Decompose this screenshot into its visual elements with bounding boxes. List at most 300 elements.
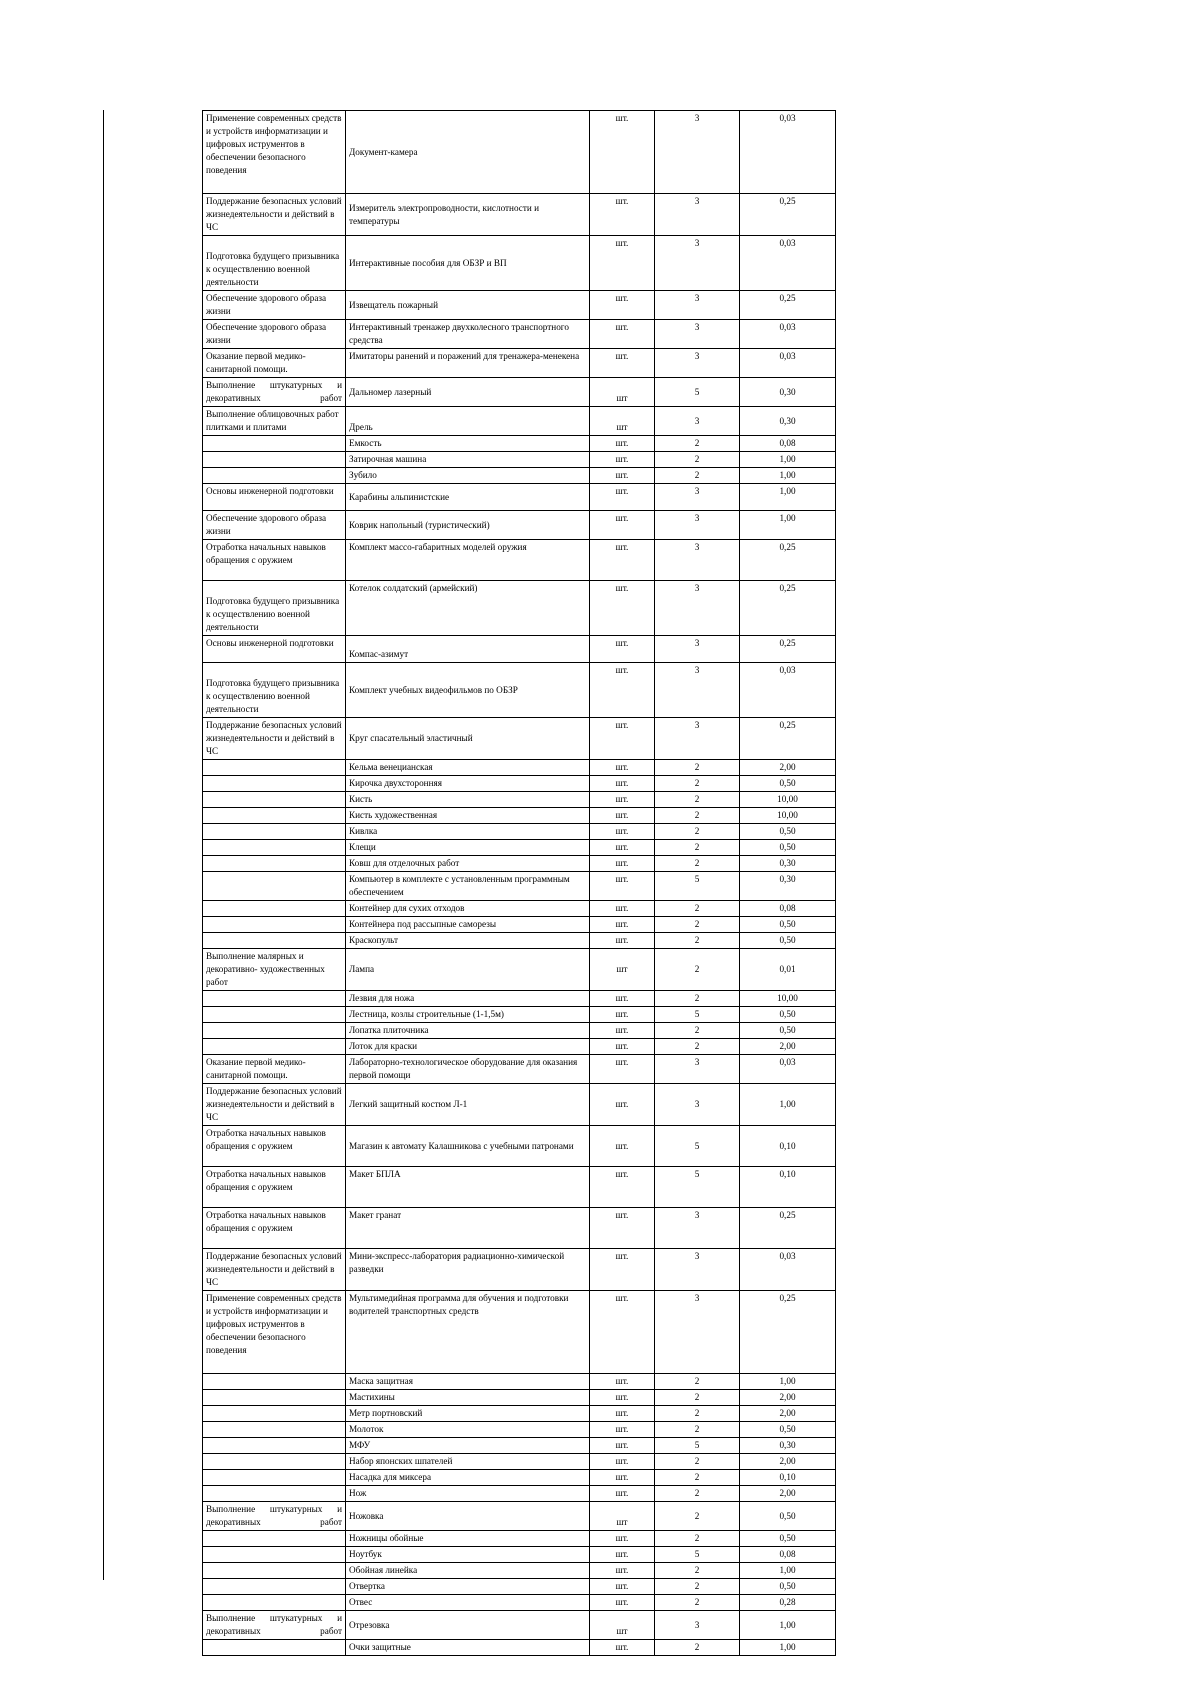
section-cell: Выполнение малярных и декоративно- художественных работ [203, 949, 346, 991]
value-cell: 10,00 [740, 991, 836, 1007]
section-cell: Выполнение облицовочных работ плитками и плитами [203, 407, 346, 436]
table-row [203, 872, 836, 901]
item-name-cell: Очки защитные [346, 1640, 590, 1656]
value-cell: 0,50 [740, 917, 836, 933]
table-row [203, 824, 836, 840]
table-row [203, 1547, 836, 1563]
table-row [203, 991, 836, 1007]
value-cell: 1,00 [740, 1563, 836, 1579]
table-row [203, 1055, 836, 1084]
section-cell [203, 1486, 346, 1502]
unit-cell: шт. [590, 872, 655, 901]
section-cell [203, 1039, 346, 1055]
section-cell: Выполнение штукатурных и декоративных работ [203, 378, 346, 407]
value-cell: 0,30 [740, 378, 836, 407]
value-cell: 0,25 [740, 718, 836, 760]
value-cell: 0,03 [740, 663, 836, 718]
quantity-cell: 2 [655, 856, 740, 872]
item-name-cell: Компьютер в комплекте с установленным программным обеспечением [346, 872, 590, 901]
section-cell [203, 760, 346, 776]
item-name-cell: Дрель [346, 407, 590, 436]
table-row [203, 1126, 836, 1167]
value-cell: 0,03 [740, 1249, 836, 1291]
table-row [203, 1595, 836, 1611]
unit-cell: шт. [590, 663, 655, 718]
quantity-cell: 5 [655, 1547, 740, 1563]
quantity-cell: 2 [655, 1640, 740, 1656]
unit-cell: шт. [590, 1007, 655, 1023]
table-row [203, 194, 836, 236]
value-cell: 0,50 [740, 933, 836, 949]
table-row [203, 291, 836, 320]
value-cell: 0,30 [740, 872, 836, 901]
item-name-cell: Затирочная машина [346, 452, 590, 468]
table-row [203, 808, 836, 824]
unit-cell: шт. [590, 1547, 655, 1563]
unit-cell: шт. [590, 1374, 655, 1390]
value-cell: 0,03 [740, 236, 836, 291]
table-row [203, 1470, 836, 1486]
item-name-cell: МФУ [346, 1438, 590, 1454]
table-row [203, 1640, 836, 1656]
section-cell [203, 1595, 346, 1611]
table-row [203, 1208, 836, 1249]
unit-cell: шт. [590, 1640, 655, 1656]
quantity-cell: 2 [655, 792, 740, 808]
item-name-cell: Измеритель электропроводности, кислотности и температуры [346, 194, 590, 236]
item-name-cell: Кивлка [346, 824, 590, 840]
quantity-cell: 3 [655, 320, 740, 349]
table-row [203, 320, 836, 349]
section-cell: Поддержание безопасных условий жизнедеятельности и действий в ЧС [203, 194, 346, 236]
table-row [203, 663, 836, 718]
section-cell: Оказание первой медико-санитарной помощи. [203, 349, 346, 378]
value-cell: 2,00 [740, 1390, 836, 1406]
unit-cell: шт. [590, 1486, 655, 1502]
value-cell: 0,03 [740, 320, 836, 349]
item-name-cell: Клещи [346, 840, 590, 856]
value-cell: 0,30 [740, 1438, 836, 1454]
value-cell: 0,50 [740, 1023, 836, 1039]
quantity-cell: 5 [655, 1167, 740, 1208]
table-row [203, 1486, 836, 1502]
item-name-cell: Лампа [346, 949, 590, 991]
table-row [203, 1374, 836, 1390]
table-row [203, 636, 836, 663]
table-row [203, 1390, 836, 1406]
section-cell: Подготовка будущего призывника к осуществлению военной деятельности [203, 581, 346, 636]
section-cell [203, 1007, 346, 1023]
section-cell [203, 468, 346, 484]
table-row [203, 1611, 836, 1640]
table-row [203, 511, 836, 540]
value-cell: 1,00 [740, 1084, 836, 1126]
value-cell: 0,03 [740, 1055, 836, 1084]
quantity-cell: 5 [655, 1438, 740, 1454]
section-cell [203, 436, 346, 452]
section-cell: Подготовка будущего призывника к осуществлению военной деятельности [203, 663, 346, 718]
section-cell [203, 991, 346, 1007]
quantity-cell: 5 [655, 1007, 740, 1023]
table-row [203, 436, 836, 452]
quantity-cell: 5 [655, 378, 740, 407]
item-name-cell: Кисть художественная [346, 808, 590, 824]
unit-cell: шт. [590, 856, 655, 872]
table-row [203, 378, 836, 407]
quantity-cell: 3 [655, 111, 740, 194]
unit-cell: шт. [590, 1291, 655, 1374]
item-name-cell: Набор японских шпателей [346, 1454, 590, 1470]
table-row [203, 1291, 836, 1374]
unit-cell: шт. [590, 540, 655, 581]
item-name-cell: Интерактивные пособия для ОБЗР и ВП [346, 236, 590, 291]
unit-cell: шт. [590, 511, 655, 540]
quantity-cell: 3 [655, 407, 740, 436]
unit-cell: шт [590, 1611, 655, 1640]
unit-cell: шт. [590, 236, 655, 291]
section-cell [203, 808, 346, 824]
quantity-cell: 3 [655, 1208, 740, 1249]
value-cell: 0,25 [740, 1208, 836, 1249]
item-name-cell: Дальномер лазерный [346, 378, 590, 407]
item-name-cell: Макет БПЛА [346, 1167, 590, 1208]
table-row [203, 1084, 836, 1126]
table-row [203, 1167, 836, 1208]
quantity-cell: 2 [655, 933, 740, 949]
value-cell: 0,10 [740, 1470, 836, 1486]
item-name-cell: Документ-камера [346, 111, 590, 194]
table-row [203, 1023, 836, 1039]
table-row [203, 468, 836, 484]
table-row [203, 718, 836, 760]
equipment-table-body [203, 111, 836, 1656]
item-name-cell: Ножовка [346, 1502, 590, 1531]
table-row [203, 917, 836, 933]
value-cell: 1,00 [740, 1611, 836, 1640]
quantity-cell: 2 [655, 452, 740, 468]
quantity-cell: 3 [655, 349, 740, 378]
item-name-cell: Лоток для краски [346, 1039, 590, 1055]
unit-cell: шт. [590, 917, 655, 933]
table-row [203, 484, 836, 511]
table-row [203, 1579, 836, 1595]
table-row [203, 1039, 836, 1055]
value-cell: 0,50 [740, 1531, 836, 1547]
item-name-cell: Обойная линейка [346, 1563, 590, 1579]
unit-cell: шт. [590, 840, 655, 856]
table-row [203, 776, 836, 792]
table-row [203, 949, 836, 991]
item-name-cell: Коврик напольный (туристический) [346, 511, 590, 540]
section-cell [203, 1579, 346, 1595]
section-cell: Обеспечение здорового образа жизни [203, 320, 346, 349]
table-row [203, 540, 836, 581]
value-cell: 0,50 [740, 1007, 836, 1023]
unit-cell: шт. [590, 1055, 655, 1084]
table-row [203, 349, 836, 378]
item-name-cell: Карабины альпинистские [346, 484, 590, 511]
quantity-cell: 3 [655, 1249, 740, 1291]
quantity-cell: 3 [655, 718, 740, 760]
section-cell: Отработка начальных навыков обращения с оружием [203, 1126, 346, 1167]
unit-cell: шт. [590, 111, 655, 194]
value-cell: 0,25 [740, 1291, 836, 1374]
section-cell [203, 1470, 346, 1486]
unit-cell: шт. [590, 824, 655, 840]
section-cell [203, 792, 346, 808]
value-cell: 2,00 [740, 760, 836, 776]
section-cell [203, 1406, 346, 1422]
quantity-cell: 2 [655, 1422, 740, 1438]
section-cell [203, 901, 346, 917]
table-row [203, 236, 836, 291]
table-row [203, 792, 836, 808]
section-cell: Обеспечение здорового образа жизни [203, 291, 346, 320]
unit-cell: шт. [590, 1438, 655, 1454]
quantity-cell: 3 [655, 194, 740, 236]
value-cell: 0,08 [740, 1547, 836, 1563]
section-cell [203, 824, 346, 840]
value-cell: 1,00 [740, 1640, 836, 1656]
item-name-cell: Контейнер для сухих отходов [346, 901, 590, 917]
value-cell: 0,01 [740, 949, 836, 991]
unit-cell: шт. [590, 1390, 655, 1406]
value-cell: 2,00 [740, 1486, 836, 1502]
section-cell: Применение современных средств и устройств информатизации и цифровых иструментов в обеспечении безопасного поведения [203, 111, 346, 194]
item-name-cell: Ножницы обойные [346, 1531, 590, 1547]
section-cell [203, 872, 346, 901]
table-row [203, 1422, 836, 1438]
table-row [203, 1406, 836, 1422]
table-row [203, 407, 836, 436]
quantity-cell: 2 [655, 1023, 740, 1039]
quantity-cell: 3 [655, 291, 740, 320]
table-row [203, 1563, 836, 1579]
unit-cell: шт [590, 1502, 655, 1531]
unit-cell: шт. [590, 468, 655, 484]
quantity-cell: 2 [655, 1039, 740, 1055]
quantity-cell: 2 [655, 808, 740, 824]
unit-cell: шт. [590, 636, 655, 663]
section-cell [203, 856, 346, 872]
item-name-cell: Кирочка двухсторонняя [346, 776, 590, 792]
value-cell: 0,10 [740, 1126, 836, 1167]
table-row [203, 901, 836, 917]
value-cell: 0,25 [740, 194, 836, 236]
value-cell: 1,00 [740, 511, 836, 540]
item-name-cell: Отрезовка [346, 1611, 590, 1640]
unit-cell: шт. [590, 436, 655, 452]
quantity-cell: 3 [655, 636, 740, 663]
quantity-cell: 2 [655, 1579, 740, 1595]
unit-cell: шт. [590, 1167, 655, 1208]
unit-cell: шт. [590, 1454, 655, 1470]
value-cell: 0,25 [740, 291, 836, 320]
item-name-cell: Нож [346, 1486, 590, 1502]
section-cell: Обеспечение здорового образа жизни [203, 511, 346, 540]
item-name-cell: Маска защитная [346, 1374, 590, 1390]
quantity-cell: 3 [655, 1084, 740, 1126]
item-name-cell: Насадка для миксера [346, 1470, 590, 1486]
item-name-cell: Имитаторы ранений и поражений для тренажера-менекена [346, 349, 590, 378]
section-cell [203, 1422, 346, 1438]
section-cell [203, 1374, 346, 1390]
value-cell: 0,28 [740, 1595, 836, 1611]
quantity-cell: 2 [655, 1502, 740, 1531]
value-cell: 0,50 [740, 1579, 836, 1595]
item-name-cell: Легкий защитный костюм Л-1 [346, 1084, 590, 1126]
unit-cell: шт [590, 949, 655, 991]
quantity-cell: 3 [655, 540, 740, 581]
quantity-cell: 2 [655, 1454, 740, 1470]
value-cell: 0,08 [740, 901, 836, 917]
table-row [203, 581, 836, 636]
table-row [203, 856, 836, 872]
table-row [203, 760, 836, 776]
quantity-cell: 2 [655, 760, 740, 776]
section-cell: Выполнение штукатурных и декоративных работ [203, 1502, 346, 1531]
value-cell: 0,03 [740, 111, 836, 194]
unit-cell: шт. [590, 320, 655, 349]
value-cell: 1,00 [740, 484, 836, 511]
unit-cell: шт. [590, 1249, 655, 1291]
section-cell [203, 1023, 346, 1039]
table-row [203, 1502, 836, 1531]
left-margin-line [103, 110, 104, 1580]
section-cell: Поддержание безопасных условий жизнедеятельности и действий в ЧС [203, 1084, 346, 1126]
unit-cell: шт. [590, 1563, 655, 1579]
quantity-cell: 2 [655, 1390, 740, 1406]
unit-cell: шт [590, 407, 655, 436]
unit-cell: шт. [590, 808, 655, 824]
item-name-cell: Лабораторно-технологическое оборудование для оказания первой помощи [346, 1055, 590, 1084]
table-row [203, 1454, 836, 1470]
table-row [203, 452, 836, 468]
unit-cell: шт. [590, 901, 655, 917]
section-cell [203, 1640, 346, 1656]
unit-cell: шт. [590, 1422, 655, 1438]
value-cell: 2,00 [740, 1406, 836, 1422]
item-name-cell: Котелок солдатский (армейский) [346, 581, 590, 636]
unit-cell: шт. [590, 194, 655, 236]
item-name-cell: Круг спасательный эластичный [346, 718, 590, 760]
quantity-cell: 2 [655, 901, 740, 917]
value-cell: 0,50 [740, 824, 836, 840]
item-name-cell: Мультимедийная программа для обучения и подготовки водителей транспортных средств [346, 1291, 590, 1374]
item-name-cell: Зубило [346, 468, 590, 484]
unit-cell: шт. [590, 1595, 655, 1611]
quantity-cell: 2 [655, 1470, 740, 1486]
item-name-cell: Мастихины [346, 1390, 590, 1406]
section-cell: Оказание первой медико-санитарной помощи. [203, 1055, 346, 1084]
section-cell [203, 452, 346, 468]
section-cell [203, 1454, 346, 1470]
item-name-cell: Компас-азимут [346, 636, 590, 663]
section-cell [203, 933, 346, 949]
unit-cell: шт. [590, 1531, 655, 1547]
item-name-cell: Макет гранат [346, 1208, 590, 1249]
section-cell [203, 1547, 346, 1563]
quantity-cell: 2 [655, 1486, 740, 1502]
value-cell: 0,30 [740, 407, 836, 436]
unit-cell: шт. [590, 776, 655, 792]
unit-cell: шт. [590, 718, 655, 760]
value-cell: 0,50 [740, 776, 836, 792]
value-cell: 0,25 [740, 540, 836, 581]
quantity-cell: 3 [655, 236, 740, 291]
value-cell: 0,25 [740, 581, 836, 636]
quantity-cell: 3 [655, 581, 740, 636]
item-name-cell: Отвес [346, 1595, 590, 1611]
unit-cell: шт. [590, 792, 655, 808]
quantity-cell: 5 [655, 872, 740, 901]
section-cell: Поддержание безопасных условий жизнедеятельности и действий в ЧС [203, 718, 346, 760]
quantity-cell: 2 [655, 468, 740, 484]
value-cell: 0,50 [740, 840, 836, 856]
table-row [203, 1438, 836, 1454]
value-cell: 0,03 [740, 349, 836, 378]
item-name-cell: Емкость [346, 436, 590, 452]
unit-cell: шт [590, 378, 655, 407]
table-row [203, 1249, 836, 1291]
section-cell [203, 776, 346, 792]
unit-cell: шт. [590, 1023, 655, 1039]
item-name-cell: Лопатка плиточника [346, 1023, 590, 1039]
unit-cell: шт. [590, 349, 655, 378]
value-cell: 10,00 [740, 808, 836, 824]
section-cell: Выполнение штукатурных и декоративных работ [203, 1611, 346, 1640]
item-name-cell: Извещатель пожарный [346, 291, 590, 320]
quantity-cell: 3 [655, 663, 740, 718]
unit-cell: шт. [590, 1470, 655, 1486]
value-cell: 10,00 [740, 792, 836, 808]
unit-cell: шт. [590, 1579, 655, 1595]
item-name-cell: Кисть [346, 792, 590, 808]
section-cell [203, 1438, 346, 1454]
unit-cell: шт. [590, 1208, 655, 1249]
section-cell: Отработка начальных навыков обращения с оружием [203, 540, 346, 581]
value-cell: 2,00 [740, 1039, 836, 1055]
unit-cell: шт. [590, 484, 655, 511]
item-name-cell: Отвертка [346, 1579, 590, 1595]
item-name-cell: Мини-экспресс-лаборатория радиационно-химической разведки [346, 1249, 590, 1291]
item-name-cell: Лезвия для ножа [346, 991, 590, 1007]
value-cell: 0,10 [740, 1167, 836, 1208]
item-name-cell: Магазин к автомату Калашникова с учебными патронами [346, 1126, 590, 1167]
unit-cell: шт. [590, 1039, 655, 1055]
unit-cell: шт. [590, 1084, 655, 1126]
quantity-cell: 3 [655, 1611, 740, 1640]
value-cell: 1,00 [740, 1374, 836, 1390]
unit-cell: шт. [590, 991, 655, 1007]
value-cell: 1,00 [740, 452, 836, 468]
item-name-cell: Контейнера под рассыпные саморезы [346, 917, 590, 933]
unit-cell: шт. [590, 933, 655, 949]
table-row [203, 1531, 836, 1547]
value-cell: 0,30 [740, 856, 836, 872]
quantity-cell: 3 [655, 511, 740, 540]
value-cell: 2,00 [740, 1454, 836, 1470]
quantity-cell: 3 [655, 484, 740, 511]
section-cell: Подготовка будущего призывника к осуществлению военной деятельности [203, 236, 346, 291]
quantity-cell: 2 [655, 824, 740, 840]
table-row [203, 1007, 836, 1023]
item-name-cell: Ноутбук [346, 1547, 590, 1563]
quantity-cell: 2 [655, 1595, 740, 1611]
unit-cell: шт. [590, 452, 655, 468]
section-cell: Отработка начальных навыков обращения с оружием [203, 1167, 346, 1208]
item-name-cell: Интерактивный тренажер двухколесного транспортного средства [346, 320, 590, 349]
